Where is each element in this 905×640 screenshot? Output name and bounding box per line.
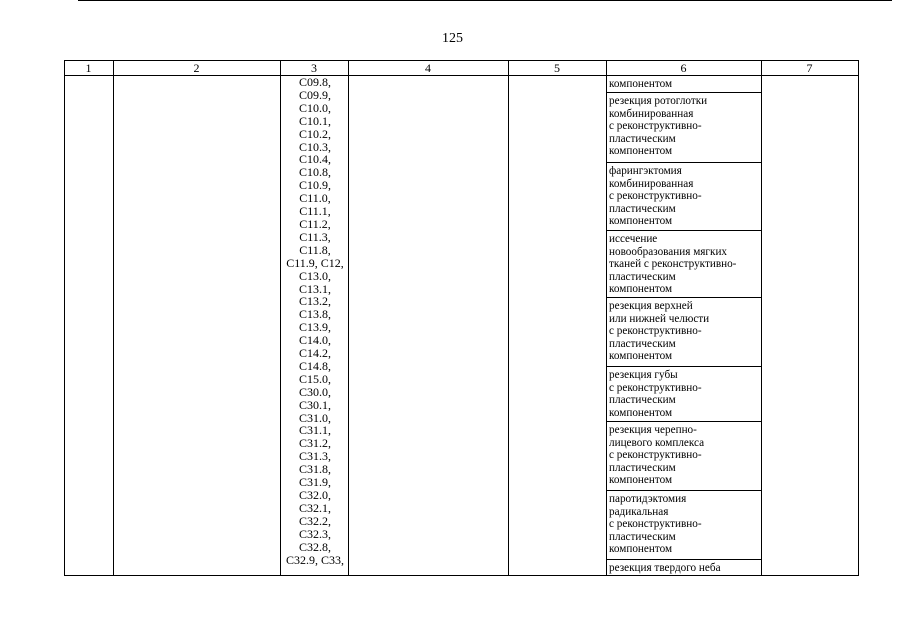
icd-code: C31.3,: [298, 449, 331, 464]
procedure-entry: резекция черепно- лицевого комплекса с реконструктивно- пластическим компонентом: [609, 424, 705, 487]
icd-code: C10.3,: [298, 139, 331, 154]
icd-code: C31.8,: [298, 462, 331, 477]
column-header-3: 3: [311, 61, 317, 75]
icd-code: C10.4,: [298, 152, 331, 167]
column-header-6: 6: [680, 61, 687, 75]
icd-code: C10.1,: [298, 113, 331, 128]
icd-code: C11.2,: [299, 216, 331, 231]
icd-code: C13.2,: [298, 294, 331, 309]
icd-code: C15.0,: [298, 371, 331, 386]
icd-code: C32.0,: [298, 488, 331, 502]
procedure-entry: резекция губы с реконструктивно- пластическим компонентом: [609, 369, 702, 419]
icd-code: C14.8,: [298, 358, 331, 373]
column-header-4: 4: [425, 61, 431, 75]
icd-code: C32.1,: [298, 500, 331, 515]
icd-code: C09.8,: [298, 75, 331, 89]
icd-code: C11.1,: [299, 204, 331, 219]
icd-code: C11.9, C12,: [286, 255, 344, 270]
icd-code: C09.9,: [298, 87, 331, 102]
column-header-7: 7: [806, 61, 813, 75]
icd-code: C13.9,: [298, 320, 331, 335]
procedure-entry: резекция верхней или нижней челюсти с реконструктивно- пластическим компонентом: [609, 300, 710, 363]
icd-code: C10.2,: [298, 126, 331, 141]
procedure-entry: паротидэктомия радикальная с реконструктивно- пластическим компонентом: [609, 493, 702, 556]
icd-code: C11.0,: [299, 191, 331, 206]
icd-code: C32.3,: [298, 526, 331, 541]
column-header-5: 5: [554, 61, 560, 75]
procedure-entry: фарингэктомия комбинированная с реконструктивно- пластическим компонентом: [609, 165, 702, 228]
icd-code: C11.8,: [299, 242, 331, 257]
icd-code: C14.0,: [298, 333, 331, 348]
icd-code: C14.2,: [298, 346, 331, 361]
icd-code: C13.8,: [298, 307, 331, 322]
icd-code: C10.8,: [298, 165, 331, 180]
icd-code: C30.0,: [298, 384, 331, 399]
icd-code: C31.0,: [298, 410, 331, 425]
icd-code: C10.9,: [298, 178, 331, 193]
icd-code: C31.2,: [298, 436, 331, 451]
procedure-entry: резекция ротоглотки комбинированная с реконструктивно- пластическим компонентом: [609, 95, 708, 158]
icd-code: C30.1,: [298, 397, 331, 412]
procedure-entry: резекция твердого неба: [609, 562, 721, 574]
icd-code: C13.0,: [298, 268, 331, 283]
icd-code: C10.0,: [298, 100, 331, 115]
procedure-entry: компонентом: [609, 78, 673, 90]
column-header-2: 2: [193, 61, 200, 75]
icd-code: C11.3,: [299, 229, 331, 244]
icd-code: C31.9,: [298, 475, 331, 490]
procedure-entry: иссечение новообразования мягких тканей с реконструктивно- пластическим компонентом: [609, 233, 737, 296]
icd-code: C32.2,: [298, 513, 331, 528]
page-number: 125: [442, 31, 463, 46]
column-header-1: 1: [85, 61, 92, 75]
icd-code: C32.8,: [298, 539, 331, 554]
icd-code: C31.1,: [298, 423, 331, 438]
icd-code: C32.9, C33,: [285, 552, 344, 567]
icd-code-list: [282, 76, 348, 566]
icd-code: C13.1,: [298, 281, 331, 296]
